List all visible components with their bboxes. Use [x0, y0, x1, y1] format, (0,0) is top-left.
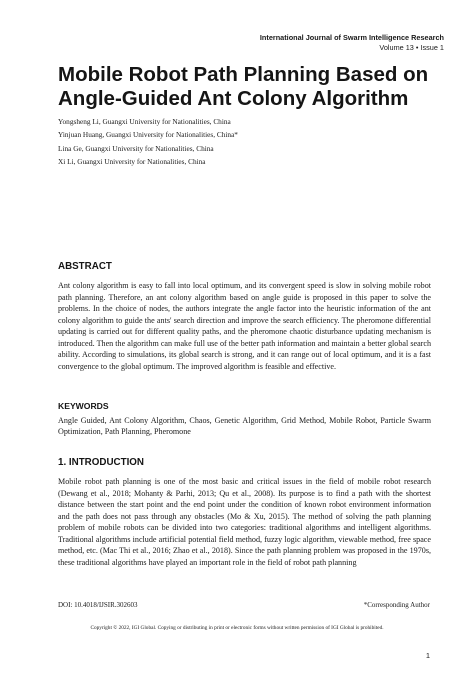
abstract-heading: ABSTRACT: [58, 261, 112, 272]
journal-header: [260, 33, 444, 53]
doi-link[interactable]: DOI: 10.4018/IJSIR.302603: [58, 601, 138, 609]
paper-title: Mobile Robot Path Planning Based on Angle-Guided Ant Colony Algorithm: [58, 63, 429, 110]
introduction-heading: 1. INTRODUCTION: [58, 457, 144, 468]
abstract-text: Ant colony algorithm is easy to fall into local optimum, and its convergent speed is slow in solving mobile robot path planning. Therefore, an ant colony algorithm based on angle guide is proposed in this paper to solve the problems. In the choice of nodes, the authors integrate the angle factor into the heuristic information of the ant colony algorithm to guide the ants' search direction and improve the search efficiency. The pheromone differential updating is carried out for different quality paths, and the pheromone chaotic disturbance updating mechanism is introduced. Then the algorithm can make full use of the better path information and maintain a better global search ability. According to simulations, its global search is strong, and it can range out of local optimum, and it is a fast convergence to the global optimum. The improved algorithm is feasible and effective.: [58, 281, 431, 371]
introduction-text: Mobile robot path planning is one of the most basic and critical issues in the field of mobile robot research (Dewang et al., 2018; Mohanty & Parhi, 2013; Qu et al., 2008). Its purpose is to find a path with the shortest distance between the start point and the end point under the condition of known robot environment information and the path does not pass through any obstacles (Mo & Xu, 2015). The method of solving the path planning problem of mobile robots can be divided into two categories: traditional algorithms and intelligent algorithms. Traditional algorithms include artificial potential field method, fuzzy logic algorithm, viewable method, free space method, etc. (Mac Thi et al., 2016; Zhao et al., 2018). Since the path planning problem was proposed in the 1970s, these traditional algorithms have played an important role in the field of robot path planning: [58, 477, 431, 567]
keywords-heading: KEYWORDS: [58, 401, 109, 411]
author-affiliation: Lina Ge, Guangxi University for Nationalities, China: [58, 143, 214, 153]
author-affiliation: Yongsheng Li, Guangxi University for Nationalities, China: [58, 117, 231, 126]
volume-issue: Volume 13 • Issue 1: [379, 43, 444, 52]
page-number: 1: [425, 651, 430, 660]
author-list: [58, 115, 418, 168]
corresponding-author-note: *Corresponding Author: [363, 601, 430, 609]
keywords-text: Angle Guided, Ant Colony Algorithm, Chaos, Genetic Algorithm, Grid Method, Mobile Robot, Particle Swarm Optimization, Path Planning, Pheromone: [58, 416, 431, 436]
author-affiliation: Yinjuan Huang, Guangxi University for Nationalities, China*: [58, 130, 238, 140]
copyright-notice: Copyright © 2022, IGI Global. Copying or distributing in print or electronic forms without written permission of IGI Global is prohibited.: [90, 625, 384, 631]
author-affiliation: Xi Li, Guangxi University for Nationalities, China: [58, 156, 206, 166]
journal-name: International Journal of Swarm Intelligence Research: [259, 33, 444, 42]
